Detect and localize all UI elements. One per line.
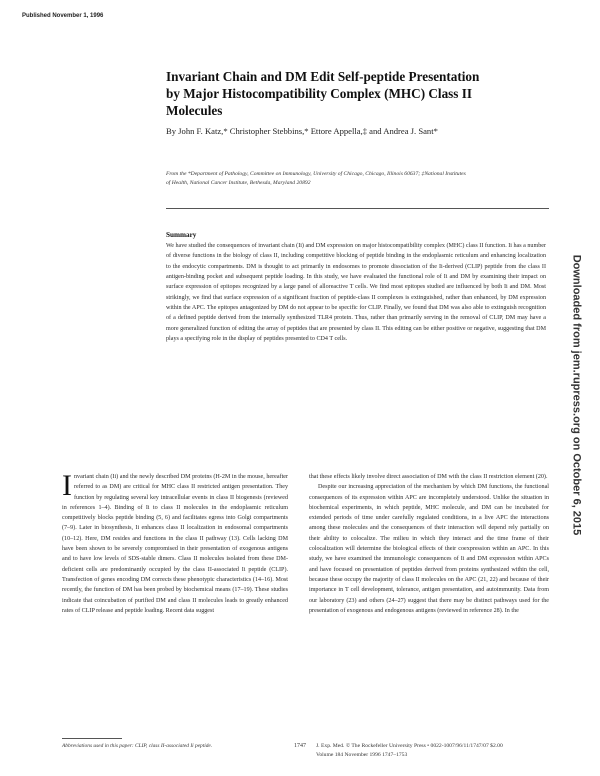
download-watermark [566,195,586,595]
continued-paragraph: that these effects likely involve direct association of DM with the class II restriction element (20). [309,474,548,480]
footnote-divider [62,738,122,739]
published-date: Published November 1, 1996 [22,13,104,19]
drop-cap: I [62,469,72,502]
body-column-left [62,469,288,616]
body-paragraph: Despite our increasing appreciation of the mechanism by which DM functions, the functional consequences of its expression within APC are incompletely understood. Unlike the situation in biochemical experiments, in which peptide, MHC molecule, and DM can be incubated for extended periods of time under carefully regulated conditions, in a live APC the interactions among these molecules and the consequences of their interaction will depend rely partially on their ability to colocalize. The milieu in which they interact and the time frame of their colocalization will determine the biological effects of their coexpression within an APC. In this study, we have examined the immunologic consequences of Ii and DM expression within APCs and have focused on presentation of peptides derived from proteins synthesized within the cell, because these occupy the majority of class II molecules on the APC (21, 22) and because of their importance in T cell development, tolerance, antigen presentation, and autoimmunity. Data from our laboratory (23) and others (24–27) suggest that there may be distinct pathways used for the presentation of exogenous and endogenous antigens (reviewed in reference 28). In the [309,484,549,614]
intro-text: nvariant chain (Ii) and the newly described DM proteins (H-2M in the mouse, hereafter referred to as DM) are critical for MHC class II restricted antigen presentation. They function by regulating several key intracellular events in class II biogenesis (reviewed in references 1–4). Binding of Ii to class II molecules in the endoplasmic reticulum competitively blocks peptide binding (5, 6) and facilitates egress into Golgi compartments (7–9). Later in biosynthesis, Ii enhances class II localization in endosomal compartments (10–12). Here, DM resides and functions in the class II pathway (13). Cells lacking DM have been shown to be severely compromised in their presentation of exogenous antigens and to have low levels of SDS-stable dimers. Class II molecules isolated from these DM-deficient cells are predominantly occupied by the class II-associated Ii peptide (CLIP). Transfection of genes encoding DM corrects these phenotypic characteristics (14–16). Most recently, the function of DM has been probed by biochemical means (17–19). These studies indicate that coincubation of purified DM and class II molecules leads to greatly enhanced rates of CLIP release and peptide loading. Recent data suggest [62,474,288,614]
body-column-right [309,472,549,616]
summary-heading: Summary [166,231,197,239]
summary-text: We have studied the consequences of invariant chain (Ii) and DM expression on major histocompatibility complex (MHC) class II function. Ii has a number of diverse functions in the biology of class II, including competitive blocking of peptide binding in the endoplasmic reticulum and enhancing localization to the endocytic compartments. DM is thought to act primarily in endosomes to promote dissociation of the Ii-derived (CLIP) peptide from the class II antigen-binding pocket and subsequent peptide loading. In this study, we have evaluated the functional role of Ii and DM by examining their impact on surface expression of epitopes recognized by a large panel of alloreactive T cells. We find most epitopes studied are influenced by both Ii and DM. Most strikingly, we find that surface expression of a significant fraction of peptide-class II complexes is extinguished, rather than enhanced, by DM expression within the APC. The epitopes antagonized by DM do not appear to be specific for CLIP. Finally, we found that DM was also able to extinguish recognition of a defined peptide derived from the internally synthesized TLR4 protein. Thus, rather than primarily serving in the removal of CLIP, DM may have a more generalized function of editing the array of peptides that are presented by class II. This editing can be either positive or negative, suggesting that DM plays a specifying role in the display of peptides presented to CD4 T cells. [166,243,546,343]
author-affiliation: From the *Department of Pathology, Committee on Immunology, University of Chicago, Chicago, Illinois 60637; ‡National Institutes of Health, National Cancer Institute, Bethesda, Maryland 20892 [166,171,466,186]
download-watermark-text: Downloaded from jem.rupress.org on October 6, 2015 [570,254,583,536]
header-divider [166,208,549,209]
article-authors: By John F. Katz,* Christopher Stebbins,* Ettore Appella,‡ and Andrea J. Sant* [166,126,438,136]
summary-abstract [166,241,546,344]
journal-citation: J. Exp. Med. © The Rockefeller University Press • 0022-1007/96/11/1747/07 $2.00 [316,743,503,749]
abbreviations-footnote: Abbreviations used in this paper: CLIP, class II-associated Ii peptide. [62,743,213,749]
intro-paragraph [62,469,288,616]
volume-info: Volume 184 November 1996 1747–1753 [316,752,408,758]
page-number: 1747 [294,743,306,749]
article-title: Invariant Chain and DM Edit Self-peptide Presentation by Major Histocompatibility Complex (MHC) Class II Molecules [166,69,480,118]
